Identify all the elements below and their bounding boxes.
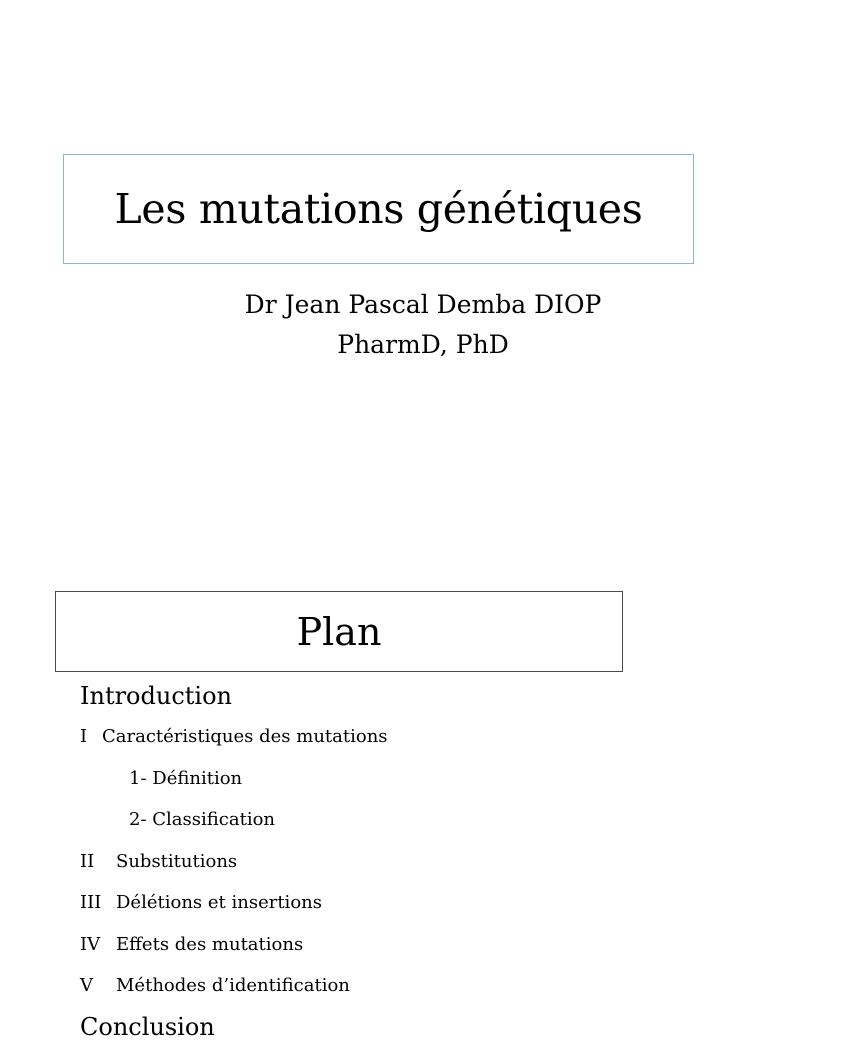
plan-heading-frame (55, 591, 623, 672)
plan-item-label: Méthodes d’identification (116, 975, 350, 996)
plan-item-number: IV (80, 933, 101, 955)
plan-item-deletions (80, 882, 388, 924)
plan-item-label: Définition (152, 767, 243, 789)
title-frame (63, 154, 694, 264)
plan-item-effets (80, 924, 388, 966)
plan-item-label: Classification (152, 809, 276, 830)
plan-subitem-definition (80, 758, 388, 800)
plan-item-number: V (80, 975, 93, 996)
plan-subitem-classification (80, 799, 388, 841)
plan-item-label: Caractéristiques des mutations (102, 726, 388, 747)
plan-item-methodes (80, 965, 388, 1007)
plan-heading: Plan (296, 609, 382, 654)
plan-item-number: II (80, 850, 95, 872)
plan-outline (80, 676, 388, 1047)
plan-item-number: 2- (129, 809, 147, 830)
plan-item-number: I (80, 726, 88, 747)
plan-item-number: III (80, 892, 102, 913)
plan-item-conclusion: Conclusion (80, 1012, 215, 1041)
plan-item-introduction: Introduction (80, 682, 232, 710)
plan-item-caracteristiques (80, 716, 388, 758)
plan-item-label: Effets des mutations (116, 933, 304, 955)
author-degrees: PharmD, PhD (337, 330, 509, 359)
plan-item-substitutions (80, 841, 388, 883)
plan-item-number: 1- (129, 767, 147, 789)
document-title: Les mutations génétiques (114, 185, 643, 233)
author-name: Dr Jean Pascal Demba DIOP (244, 290, 602, 319)
plan-item-label: Délétions et insertions (116, 892, 322, 913)
plan-item-label: Substitutions (116, 850, 238, 872)
